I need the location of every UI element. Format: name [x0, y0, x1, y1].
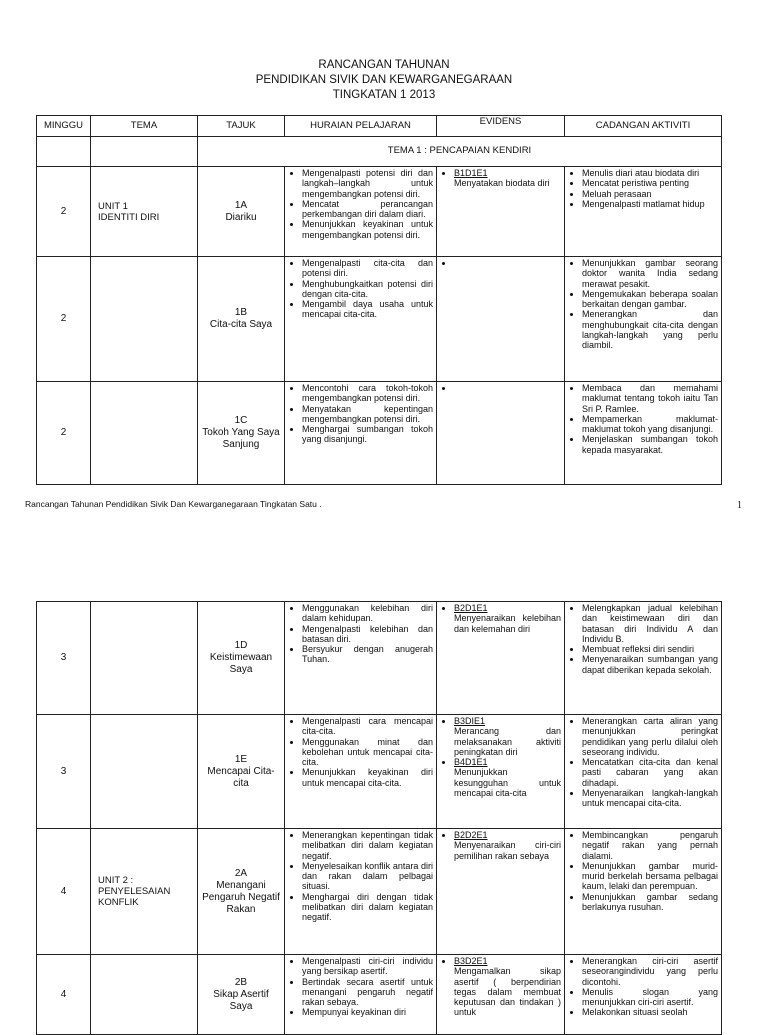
evidens-item	[454, 757, 561, 798]
bullet-item: • Menghargai sumbangan tokoh yang disanjungi.	[302, 424, 433, 445]
cell-tema-line: IDENTITI DIRI	[98, 211, 160, 223]
header-aktiviti: CADANGAN AKTIVITI	[565, 116, 722, 137]
cell-tajuk-line: Sanjung	[222, 439, 260, 450]
bullet-item: • Membincangkan pengaruh negatif rakan yang pernah dialami.	[582, 830, 718, 861]
bullet-list	[568, 603, 718, 675]
bullet-list	[568, 716, 718, 809]
table-row	[37, 955, 722, 1035]
table-row	[37, 829, 722, 955]
cell-minggu: 2	[37, 257, 91, 382]
bullet-item: • Menyenaraikan langkah-langkah untuk mencapai cita-cita.	[582, 788, 718, 809]
page-number: 1	[737, 500, 742, 511]
evidens-code: • B2D1E1	[454, 603, 488, 613]
evidens-desc: Merancang dan melaksanakan aktiviti peningkatan diri	[454, 726, 561, 757]
bullet-item: • Mencatatkan cita-cita dan kenal pasti cabaran yang akan dihadapi.	[582, 757, 718, 788]
evidens-item	[454, 383, 561, 393]
tema-row	[37, 137, 722, 167]
cell-tajuk-line: Menangani	[216, 879, 266, 891]
cell-aktiviti	[565, 382, 722, 485]
bullet-item: • Mempamerkan maklumat-maklumat tokoh yang disanjungi.	[582, 414, 718, 435]
bullet-item: • Mencontohi cara tokoh-tokoh mengembangkan potensi diri.	[302, 383, 433, 404]
cell-aktiviti	[565, 167, 722, 257]
bullet-item: • Menunjukkan gambar sedang berlakunya rusuhan.	[582, 892, 718, 913]
bullet-item: • Melakonkan situasi seolah	[582, 1007, 718, 1017]
bullet-item: • Membuat refleksi diri sendiri	[582, 644, 718, 654]
bullet-item: • Mengambil daya usaha untuk mencapai cita-cita.	[302, 299, 433, 320]
table-row	[37, 602, 722, 715]
bullet-list	[568, 168, 718, 209]
cell-huraian	[285, 167, 437, 257]
table-row	[37, 715, 722, 829]
bullet-list	[568, 830, 718, 912]
bullet-item: • Meluah perasaan	[582, 189, 718, 199]
bullet-item: • Menerangkan ciri-ciri asertif seseorangindividu yang perlu dicontohi.	[582, 956, 718, 987]
cell-tajuk	[198, 602, 285, 715]
evidens-item	[454, 830, 561, 861]
evidens-desc: Mengamalkan sikap asertif ( berpendirian tegas dalam membuat keputusan dan tindakan ) untuk	[454, 966, 561, 1018]
plan-table-page1	[36, 115, 722, 485]
bullet-item: • Mengenalpasti potensi diri dan langkah–langkah untuk mengembangkan potensi diri.	[302, 168, 433, 199]
cell-tema-line: KONFLIK	[98, 897, 139, 908]
cell-evidens	[437, 257, 565, 382]
bullet-list	[288, 258, 433, 320]
bullet-list	[568, 383, 718, 455]
bullet-item: • Menyatakan kepentingan mengembangkan potensi diri.	[302, 404, 433, 425]
bullet-item: • Menyenaraikan sumbangan yang dapat diberikan kepada sekolah.	[582, 654, 718, 675]
tema-label: TEMA 1 : PENCAPAIAN KENDIRI	[198, 137, 722, 167]
evidens-list	[440, 956, 561, 1018]
bullet-item: • Mengemukakan beberapa soalan berkaitan dengan gambar.	[582, 289, 718, 310]
bullet-item: • Menunjukkan keyakinan diri untuk mencapai cita-cita.	[302, 767, 433, 788]
bullet-item: • Membaca dan memahami maklumat tentang tokoh iaitu Tan Sri P. Ramlee.	[582, 383, 718, 414]
cell-huraian	[285, 602, 437, 715]
cell-tema	[91, 829, 198, 955]
header-tema: TEMA	[91, 116, 198, 137]
cell-tajuk	[198, 955, 285, 1035]
evidens-code: • B2D2E1	[454, 830, 488, 840]
evidens-code: • B4D1E1	[454, 757, 488, 768]
bullet-item: • Menjelaskan sumbangan tokoh kepada masyarakat.	[582, 434, 718, 455]
cell-tema	[91, 955, 198, 1035]
bullet-item: • Mengenalpasti cita-cita dan potensi diri.	[302, 258, 433, 279]
bullet-item: • Menyelesaikan konflik antara diri dan rakan dalam pelbagai situasi.	[302, 861, 433, 892]
evidens-item	[454, 168, 561, 189]
evidens-code: • B3D2E1	[454, 956, 488, 966]
bullet-list	[288, 168, 433, 240]
cell-aktiviti	[565, 955, 722, 1035]
cell-minggu: 2	[37, 382, 91, 485]
bullet-item: • Menulis diari atau biodata diri	[582, 168, 718, 178]
bullet-item: • Menunjukkan keyakinan untuk mengembangkan potensi diri.	[302, 219, 433, 240]
cell-tajuk-line: 2A	[234, 867, 248, 879]
bullet-item: • Menggunakan minat dan kebolehan untuk mencapai cita-cita.	[302, 737, 433, 768]
evidens-code: • B3DIE1	[454, 716, 486, 726]
cell-huraian	[285, 382, 437, 485]
cell-aktiviti	[565, 715, 722, 829]
cell-minggu: 2	[37, 167, 91, 257]
evidens-item	[454, 716, 561, 757]
cell-tema	[91, 167, 198, 257]
bullet-item: • Menghubungkaitkan potensi diri dengan cita-cita.	[302, 279, 433, 300]
evidens-desc: Menyenaraikan ciri-ciri pemilihan rakan sebaya	[454, 840, 561, 861]
cell-tajuk-line: Mencapai Cita-	[207, 765, 275, 777]
cell-tajuk	[198, 257, 285, 382]
cell-tajuk-line: 1B	[234, 307, 248, 318]
page-footer: Rancangan Tahunan Pendidikan Sivik Dan Kewarganegaraan Tingkatan Satu .	[25, 499, 322, 509]
cell-tajuk-line: Tokoh Yang Saya	[202, 427, 280, 438]
cell-minggu: 3	[37, 715, 91, 829]
table-row	[37, 167, 722, 257]
evidens-item	[454, 603, 561, 634]
cell-tajuk-line: 1A	[234, 199, 248, 211]
cell-huraian	[285, 257, 437, 382]
evidens-list	[440, 383, 561, 393]
bullet-list	[288, 956, 433, 1018]
bullet-list	[288, 603, 433, 665]
bullet-item: • Mempunyai keyakinan diri	[302, 1007, 433, 1017]
cell-minggu: 4	[37, 829, 91, 955]
cell-tema-line: UNIT 1	[98, 200, 128, 212]
table-row	[37, 257, 722, 382]
doc-title-line3: TINGKATAN 1 2013	[332, 89, 436, 101]
table-row	[37, 382, 722, 485]
bullet-item: • Menerangkan kepentingan tidak melibatkan diri dalam kegiatan negatif.	[302, 830, 433, 861]
bullet-item: • Menunjukkan gambar murid-murid berkelah bersama pelbagai kaum, lelaki dan perempuan.	[582, 861, 718, 892]
bullet-list	[288, 716, 433, 788]
cell-tajuk-line: Keistimewaan	[209, 652, 273, 663]
cell-tajuk-line: 1C	[234, 415, 248, 426]
bullet-item: • Menghargai diri dengan tidak melibatkan diri dalam kegiatan negatif.	[302, 892, 433, 923]
cell-tajuk-line: 1D	[234, 640, 248, 651]
cell-evidens	[437, 829, 565, 955]
cell-minggu: 3	[37, 602, 91, 715]
evidens-item	[454, 956, 561, 1018]
cell-tajuk	[198, 167, 285, 257]
cell-evidens	[437, 167, 565, 257]
bullet-item: • Mencatat perancangan perkembangan diri dalam diari.	[302, 199, 433, 220]
evidens-list	[440, 830, 561, 861]
bullet-item: • Menggunakan kelebihan diri dalam kehidupan.	[302, 603, 433, 624]
bullet-list	[568, 258, 718, 351]
doc-title-line1: RANCANGAN TAHUNAN	[318, 59, 450, 71]
plan-table-page2	[36, 601, 722, 1035]
cell-tajuk-line: Diariku	[225, 211, 257, 223]
cell-evidens	[437, 382, 565, 485]
cell-tema	[91, 715, 198, 829]
cell-tajuk-line: Pengaruh Negatif	[202, 891, 280, 903]
cell-aktiviti	[565, 602, 722, 715]
bullet-item: • Mengenalpasti cara mencapai cita-cita.	[302, 716, 433, 737]
header-tajuk: TAJUK	[198, 116, 285, 137]
cell-tema	[91, 257, 198, 382]
header-minggu: MINGGU	[37, 116, 91, 137]
evidens-desc: Menyenaraikan kelebihan dan kelemahan diri	[454, 613, 561, 634]
cell-tema	[91, 602, 198, 715]
bullet-item: • Menulis slogan yang menunjukkan ciri-ciri asertif.	[582, 987, 718, 1008]
tema-empty-tema	[91, 137, 198, 167]
cell-tajuk	[198, 829, 285, 955]
bullet-list	[288, 383, 433, 445]
cell-evidens	[437, 955, 565, 1035]
cell-minggu: 4	[37, 955, 91, 1035]
bullet-list	[568, 956, 718, 1018]
cell-tajuk-line: Saya	[229, 664, 253, 675]
cell-aktiviti	[565, 257, 722, 382]
cell-tajuk-line: 2B	[234, 976, 248, 988]
cell-tajuk-line: Rakan	[226, 903, 256, 915]
evidens-list	[440, 716, 561, 798]
cell-evidens	[437, 602, 565, 715]
bullet-item: • Melengkapkan jadual kelebihan dan keistimewaan diri dan batasan diri Individu A dan Individu B.	[582, 603, 718, 644]
tema-empty-minggu	[37, 137, 91, 167]
bullet-item: • Mencatat peristiwa penting	[582, 178, 718, 188]
bullet-list	[288, 830, 433, 923]
bullet-item: • Bertindak secara asertif untuk menangani pengaruh negatif rakan sebaya.	[302, 977, 433, 1008]
cell-evidens	[437, 715, 565, 829]
cell-tema-line: UNIT 2 :	[98, 875, 134, 886]
cell-tema	[91, 382, 198, 485]
cell-tajuk	[198, 382, 285, 485]
doc-title-line2: PENDIDIKAN SIVIK DAN KEWARGANEGARAAN	[255, 74, 513, 86]
evidens-item	[454, 258, 561, 268]
cell-tajuk-line: Sikap Asertif	[213, 988, 269, 1000]
cell-tajuk	[198, 715, 285, 829]
bullet-item: • Menerangkan carta aliran yang menunjukkan peringkat pendidikan yang perlu dilalui oleh seseorang individu.	[582, 716, 718, 757]
cell-tajuk-line: cita	[233, 777, 249, 789]
cell-huraian	[285, 955, 437, 1035]
bullet-item: • Mengenalpasti matlamat hidup	[582, 199, 718, 209]
cell-tajuk-line: Saya	[229, 1000, 253, 1012]
evidens-list	[440, 603, 561, 634]
bullet-item: • Menunjukkan gambar seorang doktor wanita India sedang merawat pesakit.	[582, 258, 718, 289]
evidens-list	[440, 168, 561, 189]
header-huraian: HURAIAN PELAJARAN	[285, 116, 437, 137]
cell-huraian	[285, 829, 437, 955]
evidens-list	[440, 258, 561, 268]
bullet-item: • Menerangkan dan menghubungkait cita-cita dengan langkah-langkah yang perlu diambil.	[582, 309, 718, 350]
cell-huraian	[285, 715, 437, 829]
cell-tajuk-line: Cita-cita Saya	[209, 319, 273, 330]
evidens-code: • B1D1E1	[454, 168, 488, 178]
bullet-item: • Mengenalpasti kelebihan dan batasan diri.	[302, 624, 433, 645]
evidens-desc: Menyatakan biodata diri	[454, 178, 550, 189]
cell-tema-line: PENYELESAIAN	[98, 886, 171, 897]
evidens-desc: Menunjukkan kesungguhan untuk mencapai cita-cita	[454, 767, 561, 799]
bullet-item: • Mengenalpasti ciri-ciri individu yang bersikap asertif.	[302, 956, 433, 977]
header-evidens: EVIDENS	[437, 116, 565, 137]
cell-aktiviti	[565, 829, 722, 955]
bullet-item: • Bersyukur dengan anugerah Tuhan.	[302, 644, 433, 665]
cell-tajuk-line: 1E	[234, 753, 248, 765]
